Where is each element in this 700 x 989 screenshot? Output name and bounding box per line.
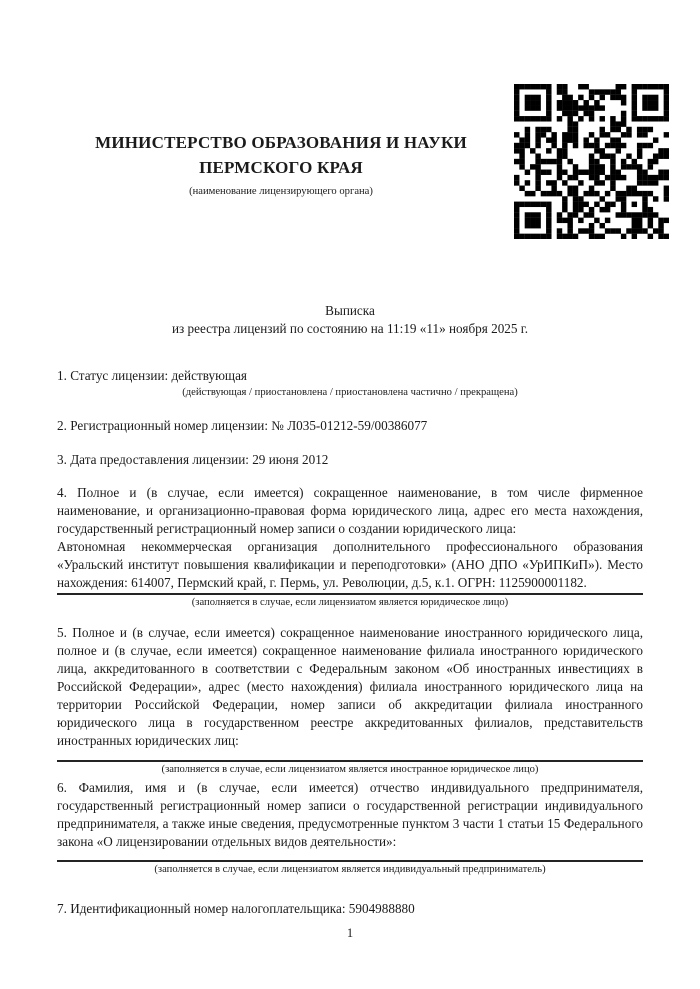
item-value: Автономная некоммерческая организация дополнительного профессионального образования «Уральский институт повышения квалификации и переподготовки» (АНО ДПО «УрИПКиП»). Место нахождения: 614007, Пермский край, г. Пермь, ул. Революции, д.5, к.1. ОГРН: 1125900001182.: [57, 539, 643, 590]
item-license-date: [57, 451, 643, 469]
item-caption: (действующая / приостановлена / приостановлена частично / прекращена): [182, 387, 518, 398]
item-entrepreneur: [57, 779, 643, 877]
licensing-authority-caption: (наименование лицензирующего органа): [189, 186, 373, 197]
item-license-status: [57, 367, 643, 400]
ministry-name-line1: МИНИСТЕРСТВО ОБРАЗОВАНИЯ И НАУКИ: [95, 133, 467, 152]
item-text: 1. Статус лицензии: действующая: [57, 368, 248, 383]
item-text: 3. Дата предоставления лицензии: 29 июня 2012: [57, 452, 329, 467]
item-text: 7. Идентификационный номер налогоплательщика: 5904988880: [57, 901, 415, 916]
item-text: 2. Регистрационный номер лицензии: № Л035-01212-59/00386077: [57, 418, 428, 433]
item-caption: (заполняется в случае, если лицензиатом является юридическое лицо): [191, 597, 509, 608]
item-caption: (заполняется в случае, если лицензиатом является индивидуальный предприниматель): [154, 864, 546, 875]
qr-code: [514, 84, 669, 239]
extract-title-block: [57, 302, 643, 338]
licensing-authority-header: [57, 130, 505, 199]
item-foreign-entity: [57, 624, 643, 777]
page-number: 1: [346, 926, 354, 940]
item-registration-number: [57, 417, 643, 435]
item-label: 5. Полное и (в случае, если имеется) сокращенное наименование иностранного юридического лица, полное и (в случае, если имеется) сокращенное наименование филиала иностранного юридического лица, аккредитованного в соответствии с Федеральным законом «Об иностранных инвестициях в Российской Федерации», адрес (место нахождения) филиала иностранного юридического лица на территории Российской Федерации, номер записи об аккредитации филиала иностранного юридического лица в государственном реестре аккредитованных филиалов, представительств иностранных юридических лиц:: [57, 625, 643, 748]
item-caption: (заполняется в случае, если лицензиатом является иностранное юридическое лицо): [161, 764, 539, 775]
item-label: 4. Полное и (в случае, если имеется) сокращенное наименование, в том числе фирменное наименование, и организационно-правовая форма юридического лица, адрес его места нахождения, государственный регистрационный номер записи о создании юридического лица:: [57, 485, 643, 536]
item-taxpayer-id: [57, 900, 643, 918]
extract-title: Выписка: [325, 303, 375, 318]
ministry-name-line2: ПЕРМСКОГО КРАЯ: [199, 158, 363, 177]
extract-subtitle: из реестра лицензий по состоянию на 11:19 «11» ноября 2025 г.: [171, 321, 529, 336]
item-label: 6. Фамилия, имя и (в случае, если имеется) отчество индивидуального предпринимателя, государственный регистрационный номер записи о государственной регистрации индивидуального предпринимателя, а также иные сведения, предусмотренные пунктом 3 части 1 статьи 15 Федерального закона «О лицензировании отдельных видов деятельности»:: [57, 780, 643, 849]
item-legal-entity: [57, 484, 643, 610]
